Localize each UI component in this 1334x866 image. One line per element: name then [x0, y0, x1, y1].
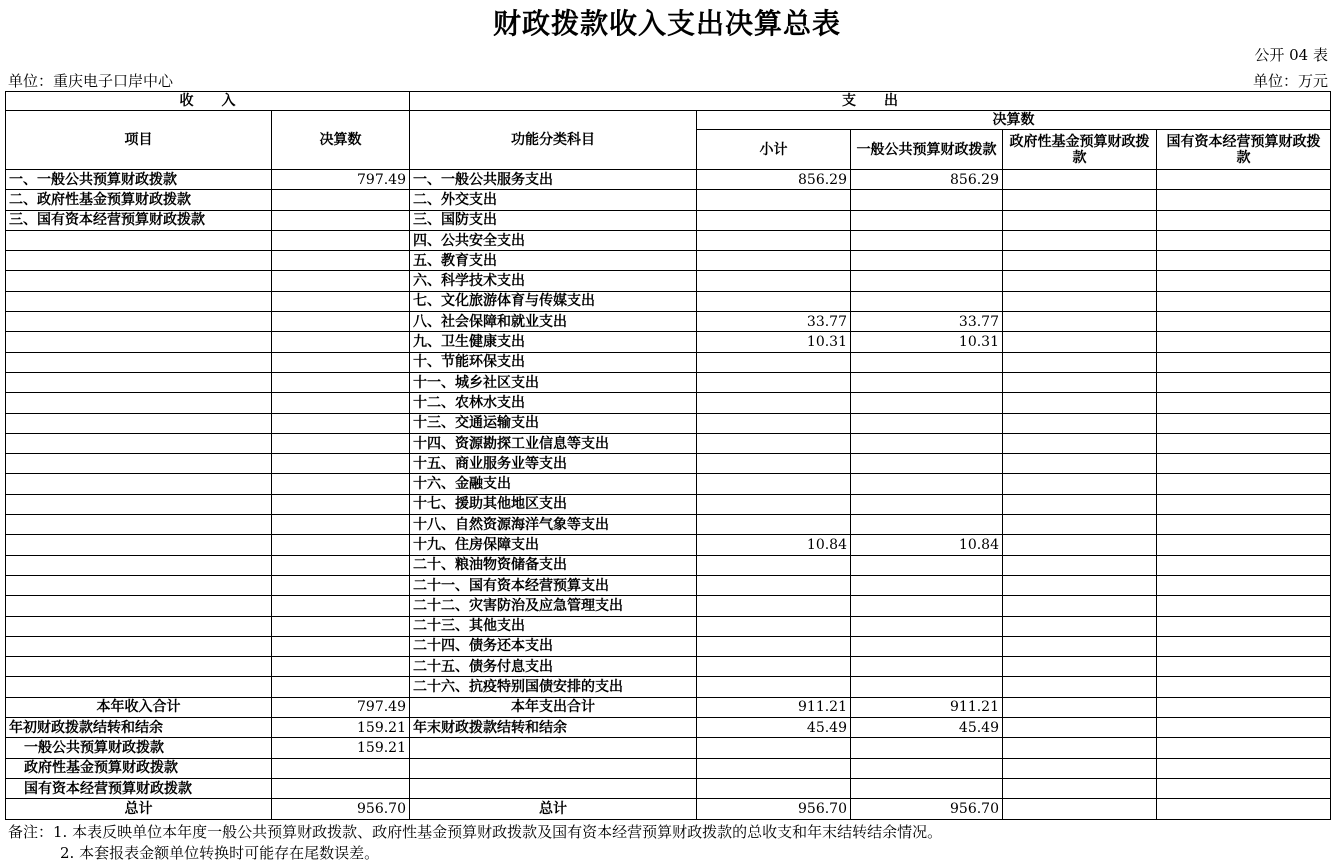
subtotal-cell	[697, 474, 851, 494]
subtotal-cell	[697, 616, 851, 636]
general-budget-cell	[851, 778, 1003, 798]
table-row	[6, 799, 1331, 819]
fund-budget-cell	[1003, 352, 1157, 372]
state-capital-cell	[1157, 657, 1331, 677]
fund-budget-cell	[1003, 332, 1157, 352]
fund-budget-cell	[1003, 393, 1157, 413]
decision-column-header: 决算数	[697, 111, 1331, 130]
fund-budget-cell	[1003, 616, 1157, 636]
income-item-cell	[6, 393, 272, 413]
income-amount-cell	[272, 454, 410, 474]
general-budget-cell	[851, 372, 1003, 392]
state-capital-cell	[1157, 312, 1331, 332]
general-budget-cell: 911.21	[851, 697, 1003, 717]
fund-budget-cell	[1003, 190, 1157, 210]
subtotal-cell: 45.49	[697, 718, 851, 738]
expense-item-cell: 二、外交支出	[410, 190, 697, 210]
table-row	[6, 372, 1331, 392]
general-budget-cell	[851, 352, 1003, 372]
table-row	[6, 636, 1331, 656]
fund-budget-cell	[1003, 291, 1157, 311]
subtotal-cell	[697, 291, 851, 311]
table-row	[6, 718, 1331, 738]
general-budget-cell	[851, 230, 1003, 250]
general-budget-cell	[851, 555, 1003, 575]
general-budget-cell	[851, 515, 1003, 535]
table-row	[6, 454, 1331, 474]
income-item-cell	[6, 271, 272, 291]
income-item-cell	[6, 535, 272, 555]
state-capital-cell	[1157, 616, 1331, 636]
general-budget-cell	[851, 636, 1003, 656]
subtotal-cell: 10.84	[697, 535, 851, 555]
expense-item-cell: 七、文化旅游体育与传媒支出	[410, 291, 697, 311]
table-row	[6, 352, 1331, 372]
table-row	[6, 697, 1331, 717]
income-amount-cell	[272, 393, 410, 413]
table-row	[6, 515, 1331, 535]
income-item-cell	[6, 555, 272, 575]
table-row	[6, 291, 1331, 311]
table-row	[6, 738, 1331, 758]
general-budget-cell: 856.29	[851, 170, 1003, 190]
general-budget-cell	[851, 454, 1003, 474]
income-amount-cell	[272, 535, 410, 555]
subtotal-cell: 956.70	[697, 799, 851, 819]
fund-budget-cell	[1003, 312, 1157, 332]
general-budget-cell: 33.77	[851, 312, 1003, 332]
general-budget-cell	[851, 677, 1003, 697]
income-amount-cell	[272, 352, 410, 372]
subtotal-cell: 856.29	[697, 170, 851, 190]
general-budget-cell	[851, 291, 1003, 311]
income-amount-cell	[272, 312, 410, 332]
state-capital-cell	[1157, 535, 1331, 555]
fund-budget-cell	[1003, 799, 1157, 819]
subtotal-cell	[697, 778, 851, 798]
income-amount-cell	[272, 575, 410, 595]
expense-item-cell: 十九、住房保障支出	[410, 535, 697, 555]
subtotal-cell	[697, 433, 851, 453]
fund-budget-cell	[1003, 718, 1157, 738]
subtotal-cell	[697, 555, 851, 575]
income-item-cell: 二、政府性基金预算财政拨款	[6, 190, 272, 210]
income-item-cell	[6, 575, 272, 595]
subtotal-cell	[697, 251, 851, 271]
subtotal-cell	[697, 352, 851, 372]
subtotal-cell	[697, 230, 851, 250]
state-capital-cell	[1157, 251, 1331, 271]
general-budget-cell: 10.31	[851, 332, 1003, 352]
subtotal-cell	[697, 596, 851, 616]
fund-budget-cell	[1003, 596, 1157, 616]
state-capital-cell	[1157, 454, 1331, 474]
state-capital-cell	[1157, 190, 1331, 210]
income-amount-cell	[272, 433, 410, 453]
function-column-header: 功能分类科目	[410, 111, 697, 170]
table-row	[6, 657, 1331, 677]
subtotal-cell	[697, 494, 851, 514]
subtotal-cell	[697, 677, 851, 697]
state-capital-cell	[1157, 332, 1331, 352]
subtotal-cell	[697, 575, 851, 595]
state-capital-cell	[1157, 555, 1331, 575]
general-budget-cell	[851, 738, 1003, 758]
fund-budget-cell	[1003, 372, 1157, 392]
income-item-cell: 一般公共预算财政拨款	[6, 738, 272, 758]
expense-item-cell: 十七、援助其他地区支出	[410, 494, 697, 514]
income-item-cell	[6, 596, 272, 616]
fund-budget-cell	[1003, 515, 1157, 535]
expense-item-cell: 九、卫生健康支出	[410, 332, 697, 352]
fund-budget-cell	[1003, 474, 1157, 494]
income-item-cell	[6, 636, 272, 656]
income-amount-cell	[272, 372, 410, 392]
expense-item-cell: 四、公共安全支出	[410, 230, 697, 250]
general-budget-cell: 956.70	[851, 799, 1003, 819]
income-amount-cell	[272, 494, 410, 514]
general-budget-cell	[851, 251, 1003, 271]
general-budget-cell	[851, 575, 1003, 595]
state-capital-cell	[1157, 677, 1331, 697]
income-amount-cell	[272, 778, 410, 798]
fund-budget-cell	[1003, 636, 1157, 656]
fund-budget-cell	[1003, 210, 1157, 230]
amount-column-header: 决算数	[272, 111, 410, 170]
income-item-cell: 一、一般公共预算财政拨款	[6, 170, 272, 190]
income-amount-cell	[272, 230, 410, 250]
expense-item-cell	[410, 738, 697, 758]
general-budget-cell	[851, 393, 1003, 413]
income-amount-cell: 797.49	[272, 170, 410, 190]
fund-budget-cell	[1003, 575, 1157, 595]
income-amount-cell	[272, 636, 410, 656]
subtotal-cell	[697, 210, 851, 230]
general-budget-cell: 10.84	[851, 535, 1003, 555]
expense-item-cell: 五、教育支出	[410, 251, 697, 271]
expense-item-cell: 年末财政拨款结转和结余	[410, 718, 697, 738]
table-row	[6, 596, 1331, 616]
income-item-cell: 国有资本经营预算财政拨款	[6, 778, 272, 798]
income-item-cell	[6, 251, 272, 271]
unit-currency: 单位：万元	[1252, 72, 1328, 90]
general-budget-cell	[851, 596, 1003, 616]
table-row	[6, 190, 1331, 210]
income-item-cell: 本年收入合计	[6, 697, 272, 717]
subtotal-cell	[697, 413, 851, 433]
state-capital-cell	[1157, 758, 1331, 778]
fund-budget-cell	[1003, 758, 1157, 778]
expense-item-cell: 二十一、国有资本经营预算支出	[410, 575, 697, 595]
income-amount-cell	[272, 657, 410, 677]
general-budget-cell	[851, 474, 1003, 494]
subtotal-column-header: 小计	[697, 130, 851, 170]
table-row	[6, 312, 1331, 332]
fund-budget-cell	[1003, 170, 1157, 190]
expense-item-cell: 十二、农林水支出	[410, 393, 697, 413]
general-budget-cell	[851, 616, 1003, 636]
expense-item-cell: 十一、城乡社区支出	[410, 372, 697, 392]
fund-budget-column-header: 政府性基金预算财政拨款	[1003, 130, 1157, 170]
state-capital-cell	[1157, 596, 1331, 616]
subtotal-cell	[697, 657, 851, 677]
item-column-header: 项目	[6, 111, 272, 170]
subtotal-cell	[697, 190, 851, 210]
fund-budget-cell	[1003, 251, 1157, 271]
table-row	[6, 494, 1331, 514]
expense-item-cell: 十五、商业服务业等支出	[410, 454, 697, 474]
income-item-cell: 政府性基金预算财政拨款	[6, 758, 272, 778]
income-item-cell	[6, 413, 272, 433]
income-item-cell	[6, 312, 272, 332]
state-capital-cell	[1157, 170, 1331, 190]
state-capital-cell	[1157, 393, 1331, 413]
subtotal-cell	[697, 636, 851, 656]
expense-item-cell: 二十三、其他支出	[410, 616, 697, 636]
table-row	[6, 474, 1331, 494]
fund-budget-cell	[1003, 697, 1157, 717]
table-row	[6, 575, 1331, 595]
state-capital-cell	[1157, 230, 1331, 250]
table-row	[6, 758, 1331, 778]
income-amount-cell	[272, 332, 410, 352]
state-capital-cell	[1157, 515, 1331, 535]
income-item-cell	[6, 515, 272, 535]
subtotal-cell	[697, 454, 851, 474]
expense-item-cell: 二十六、抗疫特别国债安排的支出	[410, 677, 697, 697]
general-budget-column-header: 一般公共预算财政拨款	[851, 130, 1003, 170]
fund-budget-cell	[1003, 738, 1157, 758]
state-capital-cell	[1157, 372, 1331, 392]
general-budget-cell	[851, 657, 1003, 677]
income-amount-cell	[272, 251, 410, 271]
expense-item-cell: 一、一般公共服务支出	[410, 170, 697, 190]
general-budget-cell	[851, 210, 1003, 230]
income-item-cell	[6, 352, 272, 372]
note-line-2: 2. 本套报表金额单位转换时可能存在尾数误差。	[60, 844, 380, 862]
table-row	[6, 677, 1331, 697]
form-number: 公开 04 表	[1254, 46, 1328, 64]
table-row	[6, 271, 1331, 291]
fund-budget-cell	[1003, 413, 1157, 433]
expense-item-cell: 总计	[410, 799, 697, 819]
fund-budget-cell	[1003, 454, 1157, 474]
income-item-cell: 总计	[6, 799, 272, 819]
table-row	[6, 535, 1331, 555]
fund-budget-cell	[1003, 677, 1157, 697]
state-capital-cell	[1157, 271, 1331, 291]
table-row	[6, 210, 1331, 230]
income-item-cell	[6, 616, 272, 636]
income-amount-cell	[272, 190, 410, 210]
general-budget-cell	[851, 271, 1003, 291]
state-capital-cell	[1157, 636, 1331, 656]
expense-item-cell: 本年支出合计	[410, 697, 697, 717]
fund-budget-cell	[1003, 230, 1157, 250]
general-budget-cell	[851, 758, 1003, 778]
general-budget-cell	[851, 413, 1003, 433]
state-capital-cell	[1157, 352, 1331, 372]
income-item-cell	[6, 332, 272, 352]
income-item-cell	[6, 454, 272, 474]
state-capital-cell	[1157, 575, 1331, 595]
fiscal-summary-table	[5, 91, 1331, 820]
expense-item-cell: 十四、资源勘探工业信息等支出	[410, 433, 697, 453]
income-amount-cell	[272, 271, 410, 291]
table-row	[6, 251, 1331, 271]
expense-item-cell	[410, 778, 697, 798]
income-item-cell: 年初财政拨款结转和结余	[6, 718, 272, 738]
state-capital-column-header: 国有资本经营预算财政拨款	[1157, 130, 1331, 170]
expense-item-cell: 十、节能环保支出	[410, 352, 697, 372]
income-item-cell	[6, 433, 272, 453]
fund-budget-cell	[1003, 271, 1157, 291]
fund-budget-cell	[1003, 555, 1157, 575]
income-amount-cell: 159.21	[272, 718, 410, 738]
state-capital-cell	[1157, 697, 1331, 717]
state-capital-cell	[1157, 778, 1331, 798]
note-line-1: 备注：1. 本表反映单位本年度一般公共预算财政拨款、政府性基金预算财政拨款及国有资本经营预算财政拨款的总收支和年末结转结余情况。	[8, 823, 943, 841]
income-item-cell	[6, 291, 272, 311]
table-row	[6, 332, 1331, 352]
income-amount-cell	[272, 596, 410, 616]
fund-budget-cell	[1003, 494, 1157, 514]
income-amount-cell	[272, 616, 410, 636]
table-row	[6, 230, 1331, 250]
income-amount-cell	[272, 474, 410, 494]
state-capital-cell	[1157, 433, 1331, 453]
income-amount-cell	[272, 413, 410, 433]
table-row	[6, 616, 1331, 636]
notes	[8, 822, 942, 864]
table-row	[6, 555, 1331, 575]
expense-item-cell: 十六、金融支出	[410, 474, 697, 494]
table-row	[6, 170, 1331, 190]
page-title: 财政拨款收入支出决算总表	[492, 7, 841, 40]
income-item-cell	[6, 657, 272, 677]
income-amount-cell	[272, 515, 410, 535]
fund-budget-cell	[1003, 535, 1157, 555]
general-budget-cell	[851, 494, 1003, 514]
income-item-cell	[6, 494, 272, 514]
subtotal-cell: 10.31	[697, 332, 851, 352]
subtotal-cell	[697, 515, 851, 535]
state-capital-cell	[1157, 291, 1331, 311]
subtotal-cell: 911.21	[697, 697, 851, 717]
table-row	[6, 413, 1331, 433]
expense-item-cell: 二十二、灾害防治及应急管理支出	[410, 596, 697, 616]
income-amount-cell	[272, 210, 410, 230]
table-row	[6, 778, 1331, 798]
expense-item-cell: 二十五、债务付息支出	[410, 657, 697, 677]
subtotal-cell	[697, 271, 851, 291]
expense-item-cell: 六、科学技术支出	[410, 271, 697, 291]
income-amount-cell: 797.49	[272, 697, 410, 717]
table-row	[6, 393, 1331, 413]
expense-item-cell: 二十、粮油物资储备支出	[410, 555, 697, 575]
expense-section-header: 支 出	[410, 92, 1331, 111]
income-item-cell	[6, 474, 272, 494]
expense-item-cell: 八、社会保障和就业支出	[410, 312, 697, 332]
fund-budget-cell	[1003, 778, 1157, 798]
income-item-cell	[6, 677, 272, 697]
general-budget-cell	[851, 433, 1003, 453]
income-item-cell: 三、国有资本经营预算财政拨款	[6, 210, 272, 230]
general-budget-cell: 45.49	[851, 718, 1003, 738]
income-section-header: 收 入	[6, 92, 410, 111]
unit-organization: 单位：重庆电子口岸中心	[8, 72, 174, 90]
state-capital-cell	[1157, 799, 1331, 819]
expense-item-cell: 十八、自然资源海洋气象等支出	[410, 515, 697, 535]
state-capital-cell	[1157, 210, 1331, 230]
state-capital-cell	[1157, 738, 1331, 758]
table-row	[6, 433, 1331, 453]
subtotal-cell: 33.77	[697, 312, 851, 332]
income-amount-cell	[272, 758, 410, 778]
expense-item-cell: 二十四、债务还本支出	[410, 636, 697, 656]
state-capital-cell	[1157, 474, 1331, 494]
income-amount-cell	[272, 555, 410, 575]
income-amount-cell: 159.21	[272, 738, 410, 758]
subtotal-cell	[697, 393, 851, 413]
expense-item-cell: 三、国防支出	[410, 210, 697, 230]
expense-item-cell	[410, 758, 697, 778]
expense-item-cell: 十三、交通运输支出	[410, 413, 697, 433]
subtotal-cell	[697, 758, 851, 778]
fund-budget-cell	[1003, 657, 1157, 677]
subtotal-cell	[697, 372, 851, 392]
subtotal-cell	[697, 738, 851, 758]
income-amount-cell: 956.70	[272, 799, 410, 819]
state-capital-cell	[1157, 413, 1331, 433]
income-item-cell	[6, 372, 272, 392]
income-item-cell	[6, 230, 272, 250]
income-amount-cell	[272, 291, 410, 311]
fund-budget-cell	[1003, 433, 1157, 453]
general-budget-cell	[851, 190, 1003, 210]
income-amount-cell	[272, 677, 410, 697]
state-capital-cell	[1157, 718, 1331, 738]
state-capital-cell	[1157, 494, 1331, 514]
